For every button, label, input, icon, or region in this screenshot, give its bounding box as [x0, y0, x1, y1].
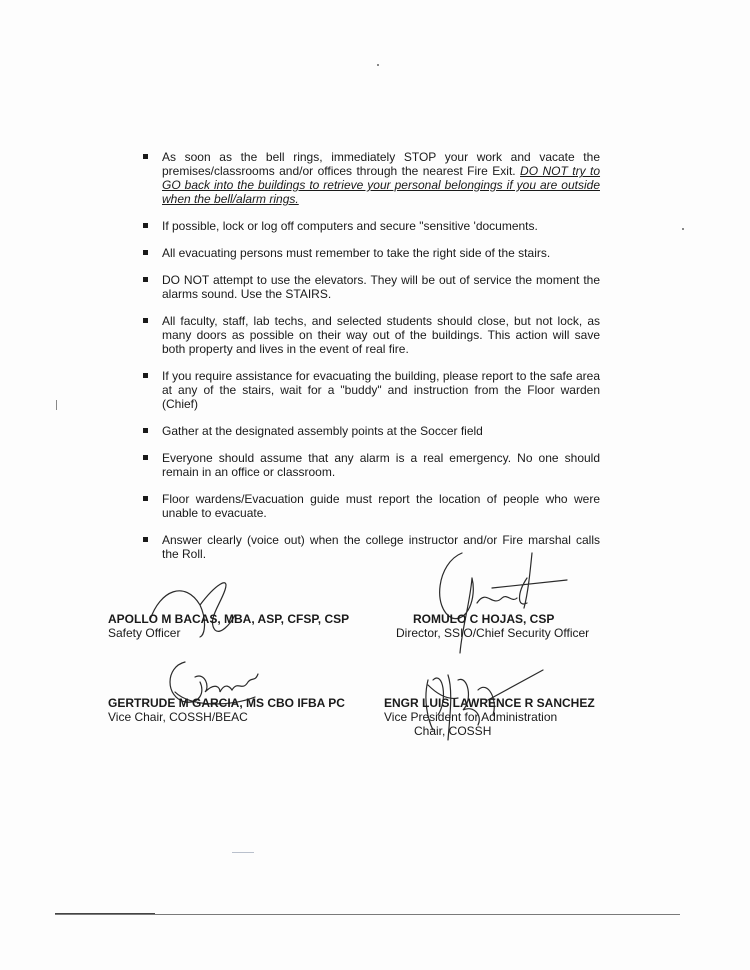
guideline-text: Gather at the designated assembly points at the Soccer field [162, 424, 483, 438]
bullet-square-icon [143, 373, 148, 378]
bullet-square-icon [143, 223, 148, 228]
scan-speck [232, 852, 254, 853]
guideline-text: Floor wardens/Evacuation guide must report the location of people who were unable to evacuate. [162, 492, 600, 520]
signatory-name: ENGR LUIS LAWRENCE R SANCHEZ [384, 696, 595, 710]
guideline-item [140, 150, 600, 206]
signatory-name: ROMULO C HOJAS, CSP [413, 612, 555, 626]
guideline-item [140, 369, 600, 411]
guideline-text: Answer clearly (voice out) when the college instructor and/or Fire marshal calls the Roll. [162, 533, 600, 561]
guideline-text: All faculty, staff, lab techs, and selected students should close, but not lock, as many doors as possible on their way out of the buildings. This action will save both property and lives in the event of real fire. [162, 314, 600, 356]
bullet-square-icon [143, 455, 148, 460]
guideline-item [140, 219, 600, 233]
signatory-title: Safety Officer [108, 626, 181, 640]
signatory-title: Director, SSIO/Chief Security Officer [396, 626, 590, 640]
bullet-square-icon [143, 537, 148, 542]
guideline-item [140, 451, 600, 479]
signatory-name: GERTRUDE M GARCIA, MS CBO IFBA PC [108, 696, 345, 710]
guideline-text: As soon as the bell rings, immediately STOP your work and vacate the premises/classrooms and/or offices through the nearest Fire Exit. [162, 150, 600, 178]
guideline-item [140, 246, 600, 260]
bullet-square-icon [143, 277, 148, 282]
signatory-hojas [396, 612, 589, 640]
guideline-text: If you require assistance for evacuating the building, please report to the safe area at any of the stairs, wait for a "buddy" and instruction from the Floor warden (Chief) [162, 369, 600, 411]
guideline-item [140, 314, 600, 356]
guideline-text: If possible, lock or log off computers and secure "sensitive 'documents. [162, 219, 538, 233]
guideline-item [140, 273, 600, 301]
signatory-sanchez [384, 696, 595, 738]
signatory-title: Vice President for Administration [384, 710, 558, 724]
signatory-name: APOLLO M BACAS, MBA, ASP, CFSP, CSP [108, 612, 350, 626]
bullet-square-icon [143, 318, 148, 323]
guideline-item [140, 424, 600, 438]
scan-speck [682, 228, 684, 230]
bullet-square-icon [143, 496, 148, 501]
scan-speck [56, 400, 57, 410]
evacuation-guidelines-list [140, 150, 600, 574]
signature-hojas-icon [432, 548, 572, 658]
scan-speck [377, 64, 379, 66]
guideline-text: DO NOT attempt to use the elevators. They will be out of service the moment the alarms sound. Use the STAIRS. [162, 273, 600, 301]
guideline-text: Everyone should assume that any alarm is a real emergency. No one should remain in an office or classroom. [162, 451, 600, 479]
signatory-bacas [108, 612, 349, 640]
signatory-title-secondary: Chair, COSSH [414, 724, 492, 738]
signatory-title: Vice Chair, COSSH/BEAC [108, 710, 248, 724]
bullet-square-icon [143, 154, 148, 159]
page-bottom-rule [55, 914, 680, 915]
guideline-text: All evacuating persons must remember to take the right side of the stairs. [162, 246, 551, 260]
bullet-square-icon [143, 428, 148, 433]
guideline-item [140, 492, 600, 520]
bullet-square-icon [143, 250, 148, 255]
signatory-garcia [108, 696, 345, 724]
guideline-warning-text: DO NOT try to GO back into the buildings to retrieve your personal belongings if you are outside when the bell/alarm rings. [162, 164, 601, 206]
